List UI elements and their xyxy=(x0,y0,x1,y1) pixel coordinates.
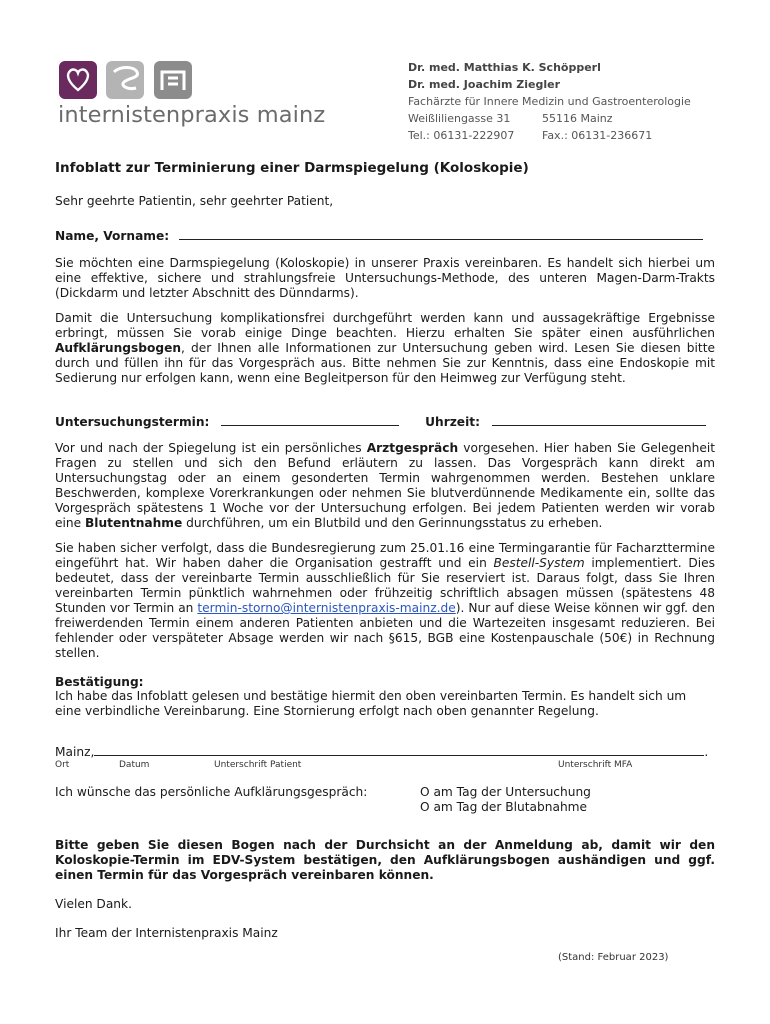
label-mfa-signature: Unterschrift MFA xyxy=(558,760,633,770)
label-datum: Datum xyxy=(119,760,150,770)
storno-email-link[interactable]: termin-storno@internistenpraxis-mainz.de xyxy=(197,601,456,615)
para2-text-b: , der Ihnen alle Informationen zur Untersuchung geben wird. Lesen Sie diesen bitte durch und füllen ihn für das Vorgespräch aus. Bitte nehmen Sie zur Kenntnis, dass eine Endoskopie mit Sedierung nur erfolgen kann, wenn eine Begleitperson für den Heimweg zur Verfügung steht. xyxy=(55,341,715,385)
para4-text-b: implementiert. Dies bedeutet, dass der vereinbarte Termin ausschließlich für Sie reserviert ist. Daraus folgt, dass Sie Ihren vereinbarten Termin pünktlich wahrnehmen oder frühzeitig schriftlich absagen müssen (spätestens 48 Stunden vor Termin an xyxy=(55,556,715,615)
practice-logo-icon xyxy=(58,60,194,100)
appointment-row xyxy=(55,415,715,430)
name-label: Name, Vorname: xyxy=(55,229,170,243)
consult-option-2[interactable]: O am Tag der Blutabnahme xyxy=(420,800,588,814)
confirm-label: Bestätigung: xyxy=(55,675,144,689)
para4-text-a: Sie haben sicher verfolgt, dass die Bundesregierung zum 25.01.16 eine Termingarantie für Facharzttermine eingeführt hat. Wir haben daher die Organisation gestrafft und ein xyxy=(55,541,715,570)
phone: Tel.: 06131-222907 xyxy=(408,129,515,142)
street: Weißliliengasse 31 xyxy=(408,112,511,125)
paragraph-1: Sie möchten eine Darmspiegelung (Koloskopie) in unserer Praxis vereinbaren. Es handelt sich hierbei um eine effektive, sichere und strahlungsfreie Untersuchungs-Methode, des unteren Magen-Darm-Trakts (Dickdarm und letzter Abschnitt des Dünndarms). xyxy=(55,256,715,300)
specialty: Fachärzte für Innere Medizin und Gastroenterologie xyxy=(408,95,691,108)
signature-row xyxy=(55,745,715,760)
para2-text-a: Damit die Untersuchung komplikationsfrei durchgeführt werden kann und aussagekräftige Ergebnisse erbringt, müssen Sie vorab einige Dinge beachten. Hierzu erhalten Sie später einen ausführlichen xyxy=(55,311,715,340)
logo-text: internistenpraxis mainz xyxy=(58,102,326,128)
appointment-field[interactable] xyxy=(221,425,399,426)
para3-text-a: Vor und nach der Spiegelung ist ein persönliches xyxy=(55,441,367,455)
doctor-2: Dr. med. Joachim Ziegler xyxy=(408,78,561,91)
para4-text-c: ). Nur auf diese Weise können wir ggf. den freiwerdenden Termin einem anderen Patienten anbieten und die Wartezeiten insgesamt reduzieren. Bei fehlender oder verspäteter Absage werden wir nach §615, BGB eine Kostenpauschale (50€) in Rechnung stellen. xyxy=(55,601,715,660)
paragraph-4 xyxy=(55,541,715,661)
para3-text-b: vorgesehen. Hier haben Sie Gelegenheit Fragen zu stellen und sich den Befund erläutern zu lassen. Das Vorgespräch kann direkt am Untersuchungstag oder an einem gesonderten Termin wahrgenommen werden. Bestehen unklare Beschwerden, komplexe Vorerkrankungen oder nehmen Sie blutverdünnende Medikamente ein, sollte das Vorgespräch spätestens 1 Woche vor der Untersuchung erfolgen. Bei jedem Patienten werden wir vorab eine xyxy=(55,441,715,530)
doctor-1: Dr. med. Matthias K. Schöpperl xyxy=(408,61,601,74)
consult-option-1[interactable]: O am Tag der Untersuchung xyxy=(420,785,591,799)
fax: Fax.: 06131-236671 xyxy=(542,129,653,142)
paragraph-2 xyxy=(55,311,715,386)
city: 55116 Mainz xyxy=(542,112,613,125)
para3-bold-2: Blutentnahme xyxy=(84,516,183,530)
address-block xyxy=(408,59,691,144)
para4-italic: Bestell-System xyxy=(493,556,585,570)
salutation: Sehr geehrte Patientin, sehr geehrter Patient, xyxy=(55,194,334,208)
consult-label: Ich wünsche das persönliche Aufklärungsgespräch: xyxy=(55,785,368,799)
closing-instructions: Bitte geben Sie diesen Bogen nach der Durchsicht an der Anmeldung ab, damit wir den Koloskopie-Termin im EDV-System bestätigen, den Aufklärungsbogen aushändigen und ggf. einen Termin für das Vorgespräch vereinbaren können. xyxy=(55,838,715,882)
team-signoff: Ihr Team der Internistenpraxis Mainz xyxy=(55,926,278,940)
label-ort: Ort xyxy=(55,760,70,770)
signature-city: Mainz, xyxy=(55,745,95,759)
appointment-label: Untersuchungstermin: xyxy=(55,415,210,429)
name-field[interactable] xyxy=(179,239,703,240)
signature-field[interactable] xyxy=(94,755,704,756)
signature-dot: . xyxy=(704,745,709,759)
para3-bold-1: Arztgespräch xyxy=(366,441,459,455)
revision-date: (Stand: Februar 2023) xyxy=(558,952,669,963)
para2-bold: Aufklärungsbogen xyxy=(55,341,182,355)
confirm-text: Ich habe das Infoblatt gelesen und bestätige hiermit den oben vereinbarten Termin. Es handelt sich um eine verbindliche Vereinbarung. Eine Stornierung erfolgt nach oben genannter Regelung. xyxy=(55,689,687,718)
time-label: Uhrzeit: xyxy=(425,415,480,429)
name-row xyxy=(55,229,715,244)
time-field[interactable] xyxy=(492,425,706,426)
label-patient-signature: Unterschrift Patient xyxy=(214,760,302,770)
para3-text-c: durchführen, um ein Blutbild und den Gerinnungsstatus zu erheben. xyxy=(182,516,603,530)
paragraph-3 xyxy=(55,441,715,531)
document-title: Infoblatt zur Terminierung einer Darmspiegelung (Koloskopie) xyxy=(55,160,529,176)
thanks: Vielen Dank. xyxy=(55,897,132,911)
